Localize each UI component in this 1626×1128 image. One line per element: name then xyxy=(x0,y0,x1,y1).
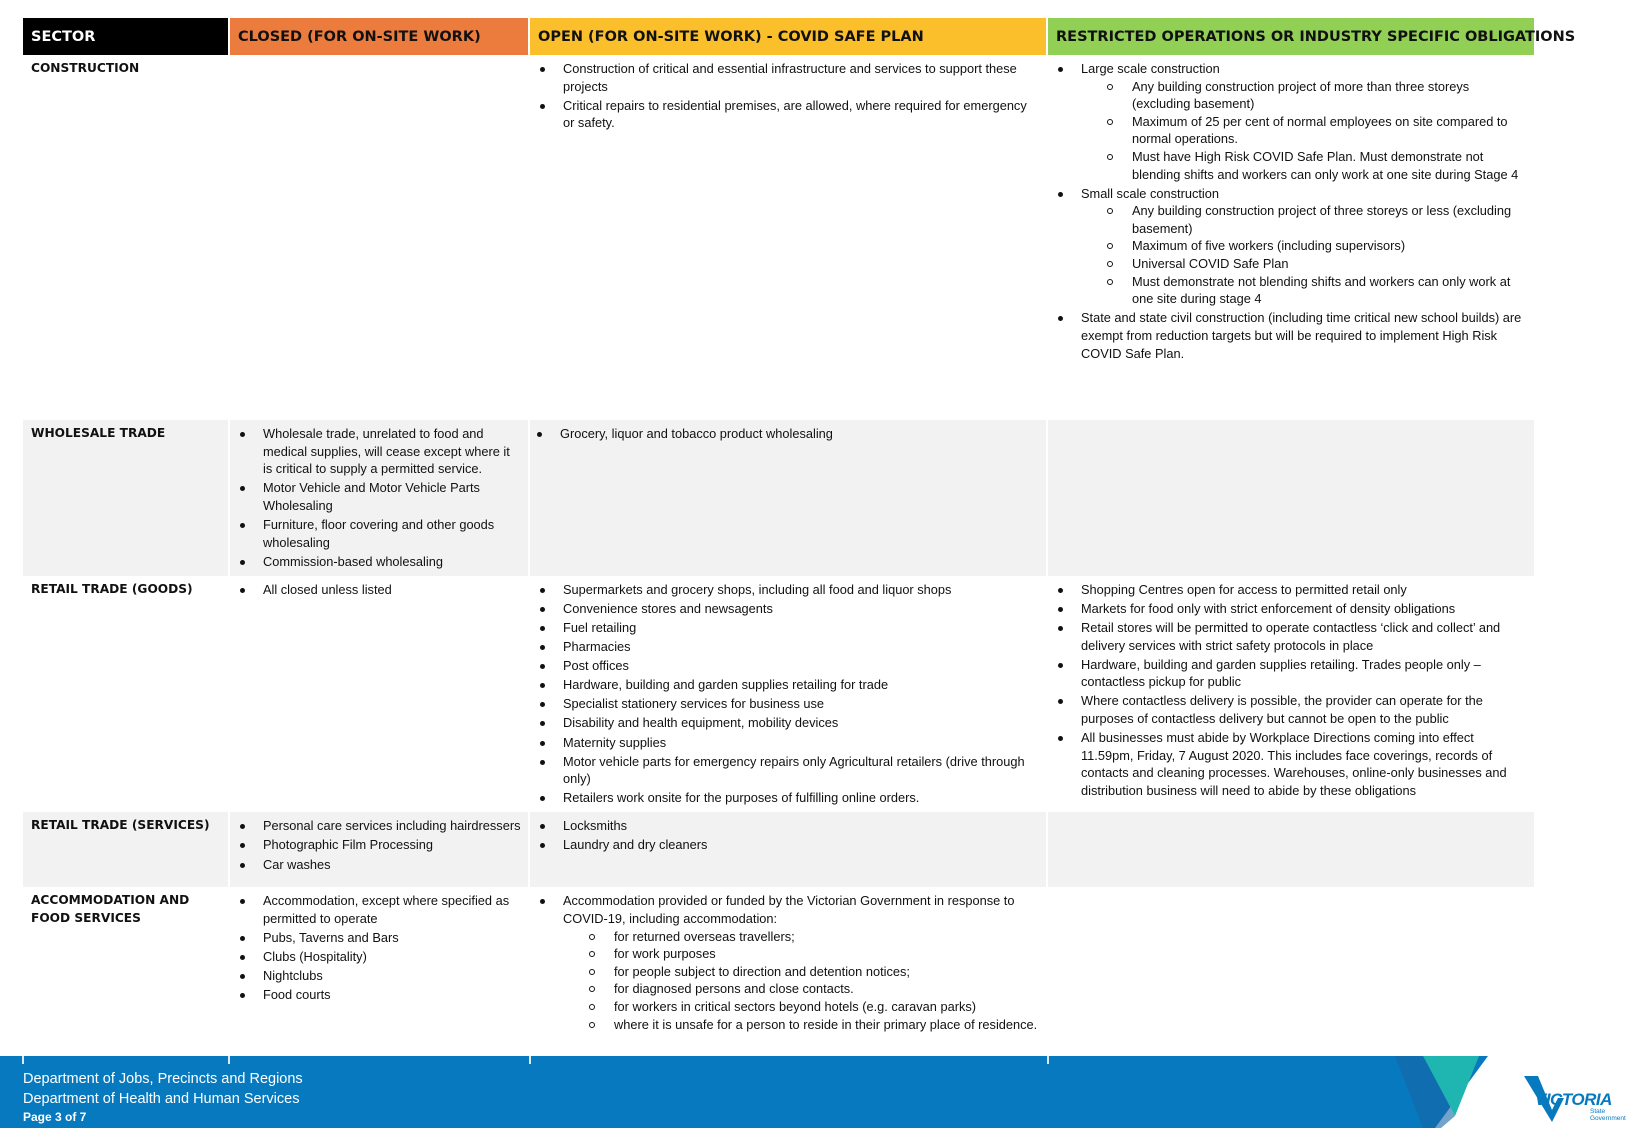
closed-cell xyxy=(229,55,529,420)
list-item: Laundry and dry cleaners xyxy=(563,836,1039,854)
list-item: Grocery, liquor and tobacco product wholesaling xyxy=(560,425,1039,443)
sub-list-item: Universal COVID Safe Plan xyxy=(1132,255,1527,273)
sector-name: WHOLESALE TRADE xyxy=(23,420,229,576)
list-item: Post offices xyxy=(563,657,1039,675)
list-item: Commission-based wholesaling xyxy=(263,553,521,571)
list-item: Fuel retailing xyxy=(563,619,1039,637)
table-row xyxy=(23,812,1534,887)
open-cell xyxy=(529,55,1047,420)
restricted-cell xyxy=(1047,576,1534,813)
header-closed: CLOSED (FOR ON-SITE WORK) xyxy=(229,18,529,55)
list-item: Construction of critical and essential infrastructure and services to support these projects xyxy=(563,60,1039,95)
footer-text xyxy=(23,1069,303,1125)
victoria-subtitle-line1: State xyxy=(1590,1108,1606,1115)
restricted-cell xyxy=(1047,887,1534,1047)
list-item: All businesses must abide by Workplace Directions coming into effect 11.59pm, Friday, 7 August 2020. This includes face coverings, records of contacts and cleaning processes. Warehouses, online-only businesses and distribution business will need to abide by these obligations xyxy=(1081,729,1527,799)
sub-list-item: for people subject to direction and detention notices; xyxy=(614,963,1039,981)
list-item xyxy=(1081,60,1527,183)
list-item-text: State and state civil construction (including time critical new school builds) are exempt from reduction targets but will be required to implement High Risk COVID Safe Plan. xyxy=(1081,310,1522,361)
list-item: Supermarkets and grocery shops, including all food and liquor shops xyxy=(563,581,1039,599)
list-item: Markets for food only with strict enforcement of density obligations xyxy=(1081,600,1527,618)
sector-name: RETAIL TRADE (GOODS) xyxy=(23,576,229,813)
list-item: Motor Vehicle and Motor Vehicle Parts Wholesaling xyxy=(263,479,521,514)
table-row xyxy=(23,420,1534,576)
closed-cell xyxy=(229,887,529,1047)
list-item: Pubs, Taverns and Bars xyxy=(263,929,521,947)
list-item: Pharmacies xyxy=(563,638,1039,656)
table-row xyxy=(23,887,1534,1047)
sub-list-item: for returned overseas travellers; xyxy=(614,928,1039,946)
list-item-text: Accommodation provided or funded by the Victorian Government in response to COVID-19, including accommodation: xyxy=(563,893,1015,926)
list-item: Motor vehicle parts for emergency repairs only Agricultural retailers (drive through only) xyxy=(563,753,1039,788)
list-item: Specialist stationery services for business use xyxy=(563,695,1039,713)
restricted-cell xyxy=(1047,420,1534,576)
list-item: Car washes xyxy=(263,856,521,874)
header-open: OPEN (FOR ON-SITE WORK) - COVID SAFE PLAN xyxy=(529,18,1047,55)
list-item: Photographic Film Processing xyxy=(263,836,521,854)
header-sector: SECTOR xyxy=(23,18,229,55)
list-item xyxy=(1081,309,1527,362)
column-divider-ticks xyxy=(0,1056,1622,1068)
list-item: Hardware, building and garden supplies retailing. Trades people only – contactless pickup for public xyxy=(1081,656,1527,691)
list-item: Critical repairs to residential premises, are allowed, where required for emergency or safety. xyxy=(563,97,1039,132)
victoria-subtitle-line2: Government xyxy=(1590,1115,1626,1122)
closed-cell xyxy=(229,576,529,813)
list-item: Clubs (Hospitality) xyxy=(263,948,521,966)
list-item: Convenience stores and newsagents xyxy=(563,600,1039,618)
list-item: Shopping Centres open for access to permitted retail only xyxy=(1081,581,1527,599)
open-cell xyxy=(529,812,1047,887)
list-item-text: Large scale construction xyxy=(1081,61,1220,76)
sub-list-item: Maximum of five workers (including supervisors) xyxy=(1132,237,1527,255)
page-footer xyxy=(0,1056,1622,1128)
victoria-wordmark: VICTORIA xyxy=(1535,1090,1612,1109)
list-item: Food courts xyxy=(263,986,521,1004)
sub-list-item: Any building construction project of three storeys or less (excluding basement) xyxy=(1132,202,1527,237)
open-cell xyxy=(529,420,1047,576)
restricted-cell xyxy=(1047,812,1534,887)
list-item: Where contactless delivery is possible, the provider can operate for the purposes of contactless delivery but cannot be open to the public xyxy=(1081,692,1527,727)
victoria-subtitle xyxy=(1590,1108,1626,1122)
list-item: Hardware, building and garden supplies retailing for trade xyxy=(563,676,1039,694)
page-number: Page 3 of 7 xyxy=(23,1110,87,1124)
table-row xyxy=(23,55,1534,420)
header-restricted: RESTRICTED OPERATIONS OR INDUSTRY SPECIFIC OBLIGATIONS xyxy=(1047,18,1534,55)
sector-name: RETAIL TRADE (SERVICES) xyxy=(23,812,229,887)
list-item: Retailers work onsite for the purposes of fulfilling online orders. xyxy=(563,789,1039,807)
header-row xyxy=(23,18,1534,55)
list-item: Wholesale trade, unrelated to food and medical supplies, will cease except where it is critical to supply a permitted service. xyxy=(263,425,521,478)
list-item: Disability and health equipment, mobility devices xyxy=(563,714,1039,732)
table-row xyxy=(23,576,1534,813)
list-item: Retail stores will be permitted to operate contactless ‘click and collect’ and delivery services with strict safety protocols in place xyxy=(1081,619,1527,654)
list-item: Locksmiths xyxy=(563,817,1039,835)
list-item: Furniture, floor covering and other goods wholesaling xyxy=(263,516,521,551)
list-item: Nightclubs xyxy=(263,967,521,985)
open-cell xyxy=(529,887,1047,1047)
list-item: Maternity supplies xyxy=(563,734,1039,752)
sub-list-item: Maximum of 25 per cent of normal employees on site compared to normal operations. xyxy=(1132,113,1527,148)
closed-cell xyxy=(229,420,529,576)
sub-list-item: Must demonstrate not blending shifts and workers can only work at one site during stage 4 xyxy=(1132,273,1527,308)
list-item xyxy=(563,892,1039,1033)
sub-list-item: for workers in critical sectors beyond hotels (e.g. caravan parks) xyxy=(614,998,1039,1016)
sub-list-item: for work purposes xyxy=(614,945,1039,963)
open-cell xyxy=(529,576,1047,813)
list-item-text: Small scale construction xyxy=(1081,185,1219,201)
list-item: Personal care services including hairdressers xyxy=(263,818,521,834)
sub-list-item: Any building construction project of more than three storeys (excluding basement) xyxy=(1132,78,1527,113)
sub-list-item: Must have High Risk COVID Safe Plan. Must demonstrate not blending shifts and workers can only work at one site during Stage 4 xyxy=(1132,148,1527,183)
footer-department-2: Department of Health and Human Services xyxy=(23,1091,300,1107)
list-item: Accommodation, except where specified as permitted to operate xyxy=(263,892,521,927)
list-item xyxy=(1081,185,1527,308)
closed-cell xyxy=(229,812,529,887)
footer-department-1: Department of Jobs, Precincts and Regions xyxy=(23,1071,303,1087)
sub-list-item: where it is unsafe for a person to reside in their primary place of residence. xyxy=(614,1016,1038,1032)
list-item: All closed unless listed xyxy=(263,581,521,599)
sector-name: CONSTRUCTION xyxy=(23,55,229,420)
sub-list-item: for diagnosed persons and close contacts. xyxy=(614,980,1039,998)
restricted-cell xyxy=(1047,55,1534,420)
sector-name: ACCOMMODATION AND FOOD SERVICES xyxy=(23,887,229,1047)
sector-table xyxy=(23,18,1576,1047)
